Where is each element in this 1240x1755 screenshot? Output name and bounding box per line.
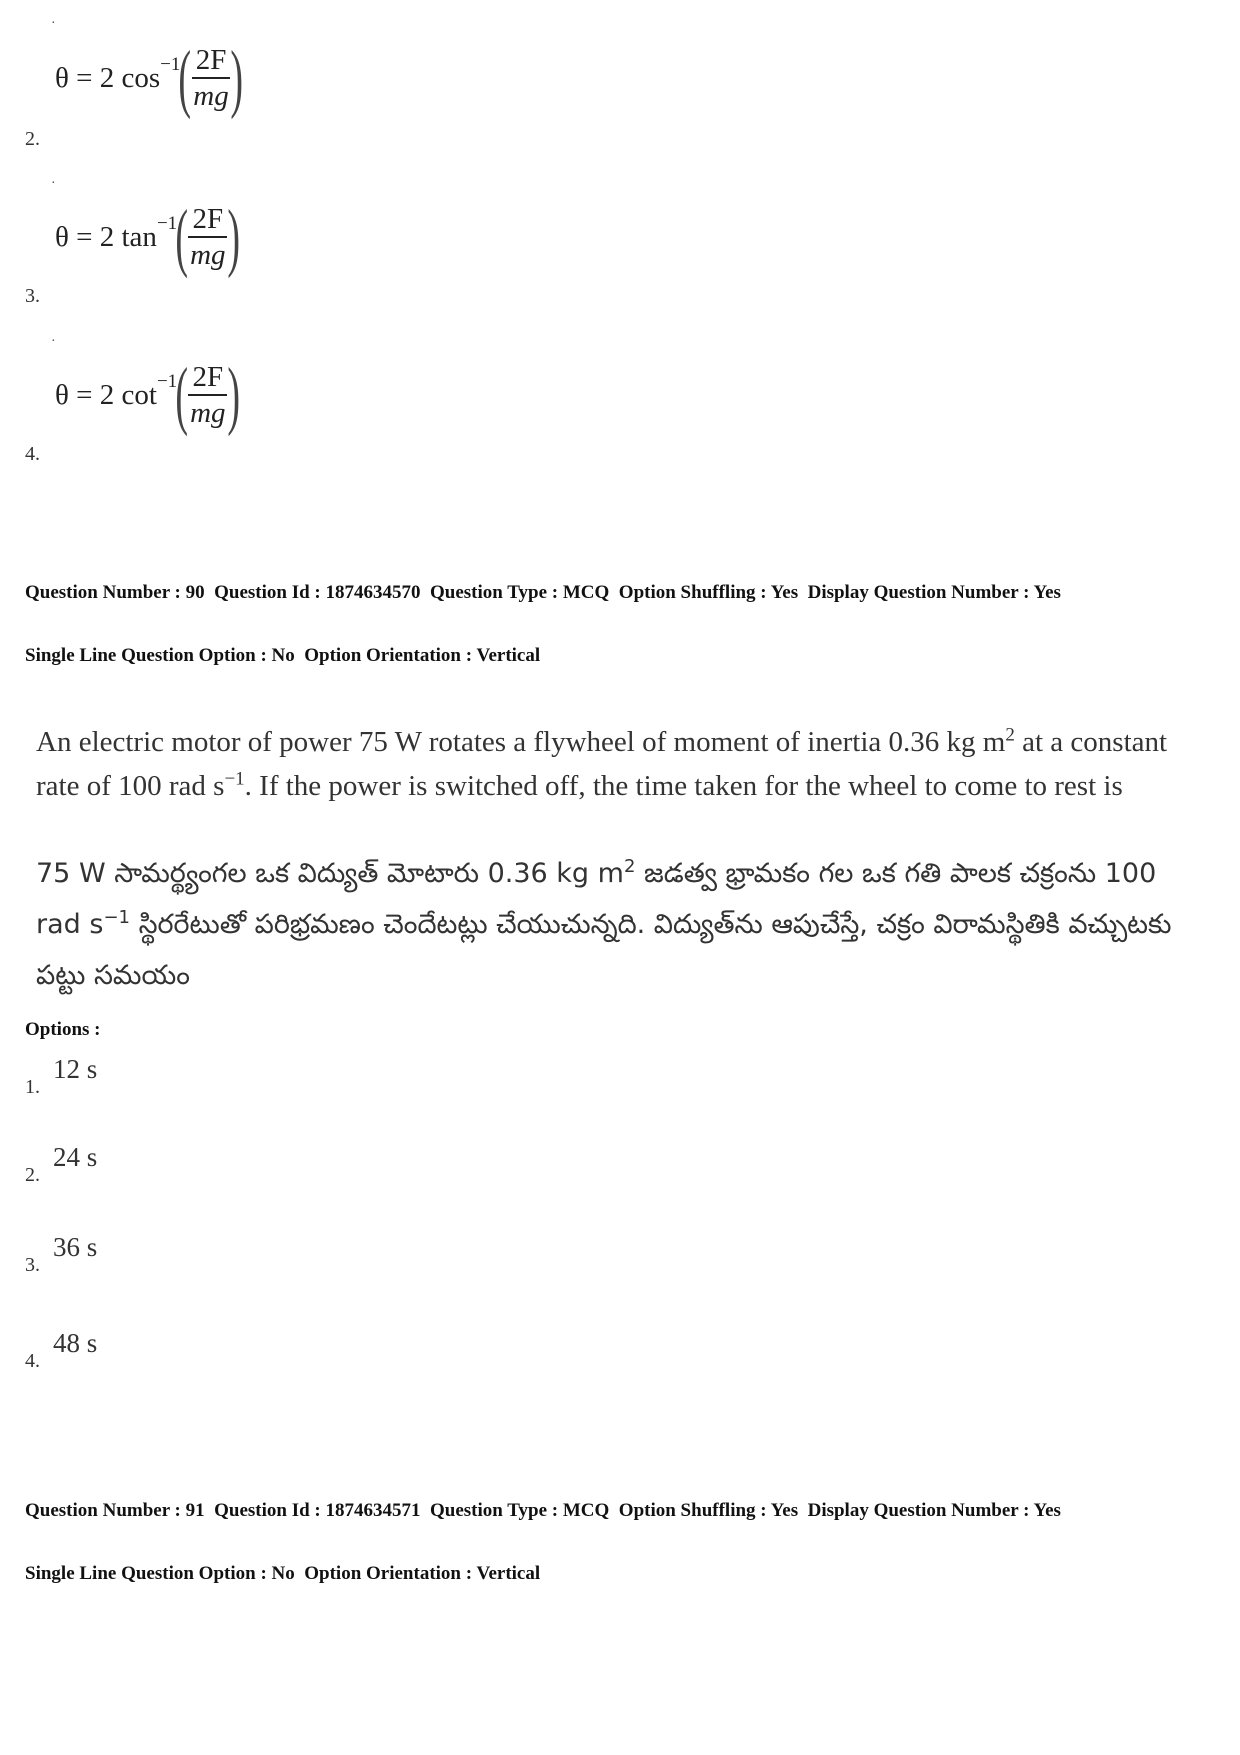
option-number: 3. xyxy=(25,285,40,307)
formula-option-4 xyxy=(55,353,241,437)
question-91-header xyxy=(25,1458,1215,1626)
left-paren: ( xyxy=(175,353,189,437)
formula-power: −1 xyxy=(160,54,181,75)
options-label: Options : xyxy=(25,1019,101,1040)
text-part: . If the power is switched off, the time taken for the wheel to come to rest is xyxy=(244,770,1123,802)
right-paren: ) xyxy=(230,36,244,120)
denominator: mg xyxy=(190,239,226,271)
option-4-number: 4. xyxy=(25,1350,40,1372)
bullet-dot: · xyxy=(51,334,56,349)
question-text-telugu xyxy=(36,848,1186,1001)
left-paren: ( xyxy=(178,36,192,120)
option-2[interactable] xyxy=(25,1142,1215,1186)
bullet-dot: · xyxy=(51,16,56,31)
formula-power: −1 xyxy=(156,371,178,392)
fraction xyxy=(188,202,227,272)
option-4[interactable] xyxy=(25,1328,1215,1372)
header-line-2: Single Line Question Option : No Option Orientation : Vertical xyxy=(25,645,541,666)
option-1[interactable] xyxy=(25,1054,1215,1098)
question-text-english xyxy=(36,720,1186,808)
denominator: mg xyxy=(190,397,226,429)
formula-func: tan xyxy=(121,220,157,253)
superscript: 2 xyxy=(1005,724,1015,746)
superscript: −1 xyxy=(224,768,245,790)
denominator: mg xyxy=(193,80,229,112)
formula-option-3 xyxy=(55,195,241,279)
formula-option-2 xyxy=(55,36,244,120)
superscript: −1 xyxy=(103,907,130,928)
bullet-dot: · xyxy=(51,176,56,191)
option-1-number: 1. xyxy=(25,1076,40,1098)
numerator: 2F xyxy=(192,43,231,79)
option-number: 2. xyxy=(25,128,40,150)
fraction xyxy=(188,360,227,430)
text-part: 75 W సామర్థ్యంగల ఒక విద్యుత్ మోటారు 0.36 kg m xyxy=(36,858,624,889)
option-3-text[interactable]: 36 s xyxy=(53,1232,98,1262)
option-2-text[interactable]: 24 s xyxy=(53,1142,98,1172)
option-number: 4. xyxy=(25,443,40,465)
question-flow xyxy=(25,540,1215,1626)
formula-func: cos xyxy=(121,61,161,94)
option-3[interactable] xyxy=(25,1232,1215,1276)
right-paren: ) xyxy=(227,195,241,279)
formula-lhs: θ = 2 xyxy=(55,220,115,253)
header-line-1: Question Number : 91 Question Id : 1874634571 Question Type : MCQ Option Shuffling : Yes Display Question Number : Yes xyxy=(25,1500,1061,1521)
right-paren: ) xyxy=(227,353,241,437)
text-part: జడత్వ భ్రామకం గల ఒక గతి పాలక చక్రంను 100 rad s xyxy=(36,858,1157,940)
left-paren: ( xyxy=(175,195,189,279)
question-90-header xyxy=(25,540,1215,708)
numerator: 2F xyxy=(188,360,227,396)
text-part: An electric motor of power 75 W rotates a flywheel of moment of inertia 0.36 kg m xyxy=(36,726,1006,758)
header-line-2: Single Line Question Option : No Option Orientation : Vertical xyxy=(25,1563,541,1584)
text-part: at a constant rate of 100 rad s xyxy=(36,726,1168,802)
formula-lhs: θ = 2 xyxy=(55,378,115,411)
fraction xyxy=(192,43,231,113)
header-line-1: Question Number : 90 Question Id : 1874634570 Question Type : MCQ Option Shuffling : Yes Display Question Number : Yes xyxy=(25,582,1061,603)
formula-lhs: θ = 2 xyxy=(55,61,115,94)
formula-power: −1 xyxy=(156,213,178,234)
option-2-number: 2. xyxy=(25,1164,40,1186)
formula-func: cot xyxy=(121,378,157,411)
text-part: స్థిరరేటుతో పరిభ్రమణం చెందేటట్లు చేయుచున్నది. విద్యుత్‌ను ఆపుచేస్తే, చక్రం విరామస్థితికి వచ్చుటకు పట్టు సమయం xyxy=(36,909,1172,991)
option-1-text[interactable]: 12 s xyxy=(53,1054,98,1084)
option-4-text[interactable]: 48 s xyxy=(53,1328,98,1358)
numerator: 2F xyxy=(188,202,227,238)
superscript: 2 xyxy=(623,856,636,877)
option-3-number: 3. xyxy=(25,1254,40,1276)
